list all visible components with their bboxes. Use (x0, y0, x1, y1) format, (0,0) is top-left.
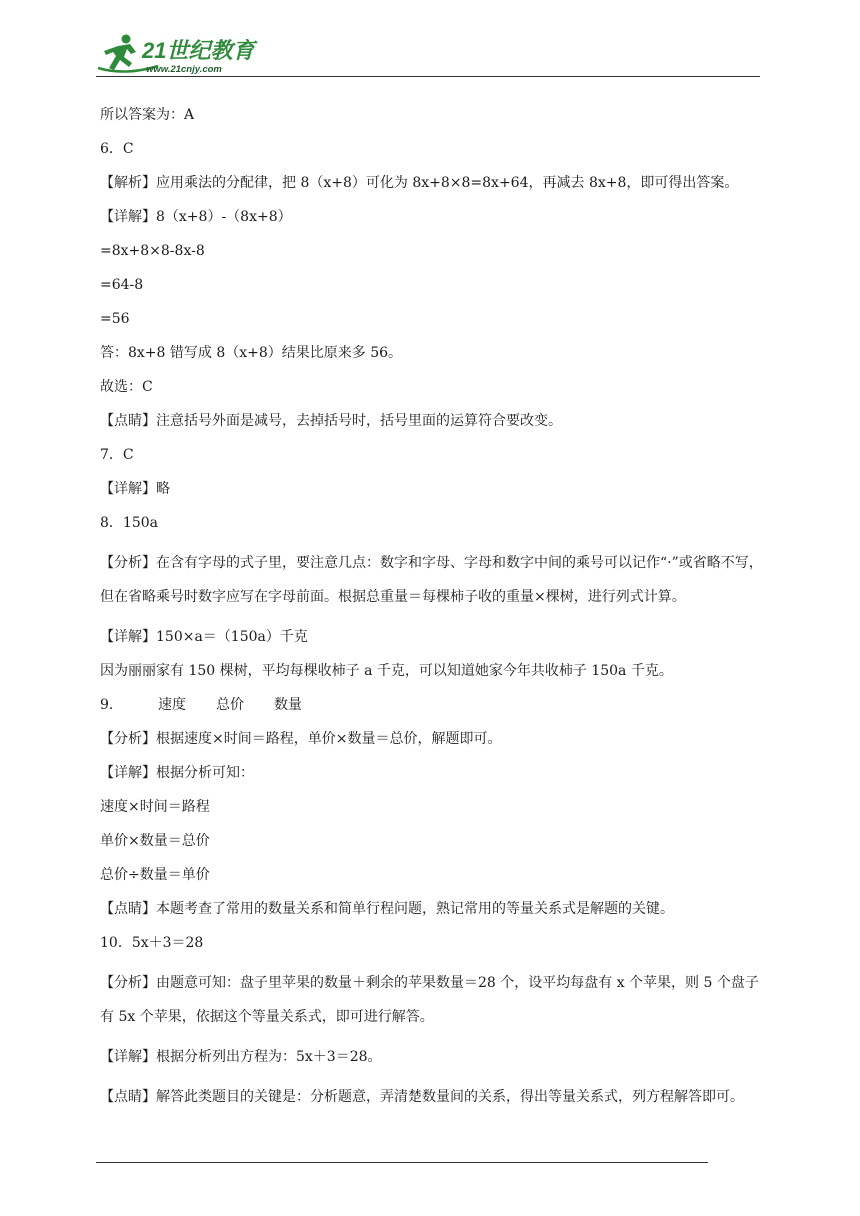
tip-line: 【点睛】本题考查了常用的数量关系和简单行程问题，熟记常用的等量关系式是解题的关键。 (100, 901, 674, 917)
analysis-paragraph: 【分析】在含有字母的式子里，要注意几点：数字和字母、字母和数字中间的乘号可以记作“·”或省略不写，但在省略乘号时数字应写在字母前面。根据总重量＝每棵柿子收的重量×棵树，进行列式计算。 (100, 555, 763, 605)
detail-line: 【详解】根据分析可知： (100, 765, 254, 781)
detail-line: 【详解】根据分析列出方程为：5x＋3＝28。 (100, 1049, 382, 1065)
tip-line: 【点睛】注意括号外面是减号，去掉括号时，括号里面的运算符合要改变。 (100, 413, 562, 429)
equation-step: =64-8 (100, 277, 144, 293)
question-number: 10．5x＋3＝28 (100, 935, 204, 951)
answer-blank-1: 速度 (158, 697, 186, 713)
logo-21cnjy (96, 30, 266, 76)
logo-wordmark: 21世纪教育 (142, 38, 255, 63)
text-line: 因为丽丽家有 150 棵树，平均每棵收柿子 a 千克，可以知道她家今年共收柿子 150a 千克。 (100, 663, 673, 679)
runner-icon (104, 35, 136, 71)
text-line: 所以答案为：A (100, 107, 195, 123)
detail-line: 【详解】略 (100, 481, 170, 497)
header-rule (96, 76, 760, 77)
equation-step: =56 (100, 311, 130, 327)
footer-rule (96, 1162, 708, 1163)
equation-step: =8x+8×8-8x-8 (100, 243, 205, 259)
answer-blank-2: 总价 (216, 697, 244, 713)
relation-line: 速度×时间＝路程 (100, 799, 210, 815)
page-header (96, 30, 760, 78)
analysis-line: 【解析】应用乘法的分配律，把 8（x+8）可化为 8x+8×8=8x+64，再减去 8x+8，即可得出答案。 (100, 175, 739, 191)
tip-paragraph: 【点睛】解答此类题目的关键是：分析题意，弄清楚数量间的关系，得出等量关系式，列方程解答即可。 (100, 1089, 744, 1105)
relation-line: 总价÷数量＝单价 (100, 867, 210, 883)
question-number: 8．150a (100, 515, 158, 531)
analysis-paragraph: 【分析】由题意可知：盘子里苹果的数量＋剩余的苹果数量＝28 个，设平均每盘有 x 个苹果，则 5 个盘子有 5x 个苹果，依据这个等量关系式，即可进行解答。 (100, 975, 759, 1025)
question-9-row (100, 694, 768, 716)
detail-line: 【详解】150×a＝（150a）千克 (100, 629, 308, 645)
question-number: 9． (100, 697, 123, 713)
logo-url: www.21cnjy.com (146, 64, 222, 75)
question-number: 6．C (100, 141, 134, 157)
answer-blank-3: 数量 (274, 697, 302, 713)
analysis-line: 【分析】根据速度×时间＝路程，单价×数量＝总价，解题即可。 (100, 731, 502, 747)
question-number: 7．C (100, 447, 134, 463)
answer-line: 答：8x+8 错写成 8（x+8）结果比原来多 56。 (100, 345, 403, 361)
answer-content (100, 104, 768, 1114)
choice-line: 故选：C (100, 379, 153, 395)
detail-line: 【详解】8（x+8）-（8x+8） (100, 209, 292, 225)
relation-line: 单价×数量＝总价 (100, 833, 210, 849)
